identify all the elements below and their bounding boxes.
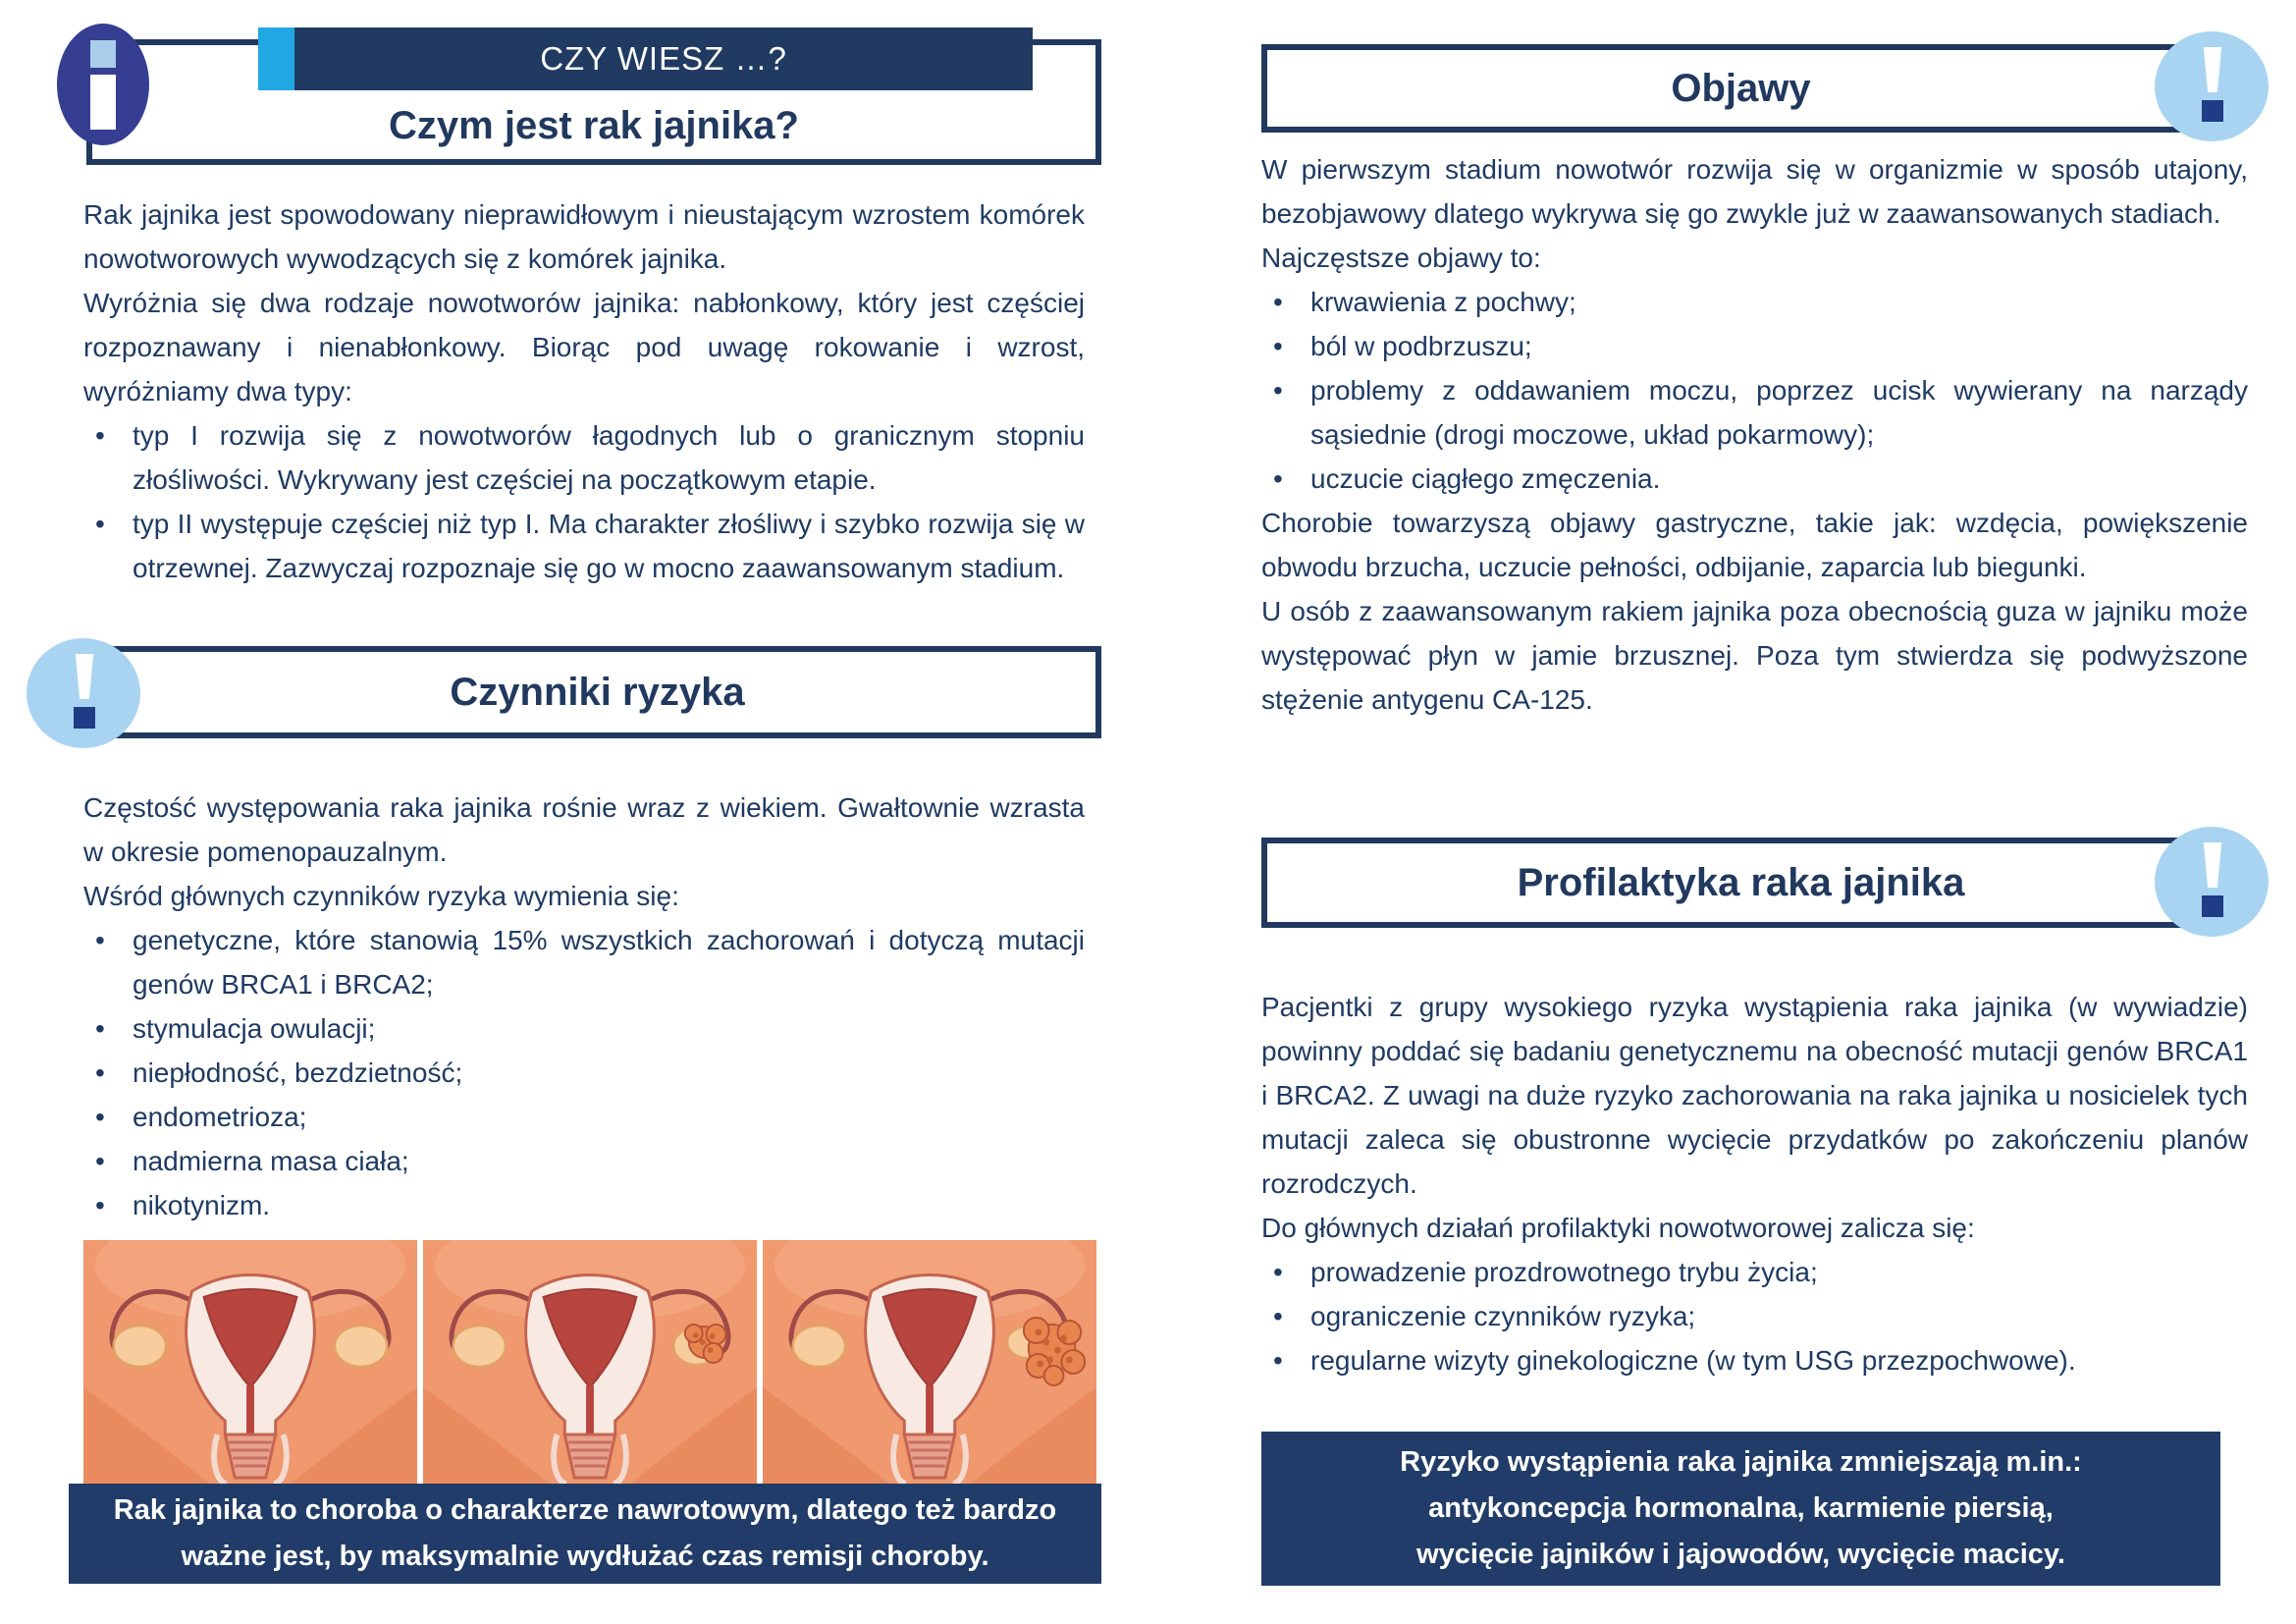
list-item [1261,1294,2248,1338]
caption-line: Rak jajnika to choroba o charakterze nawrotowym, dlatego też bardzo [113,1494,1057,1526]
exclamation-icon [2155,827,2269,937]
risk-title-box [93,646,1101,738]
left-caption-box [69,1484,1101,1584]
intro-bullet-list [83,413,1085,590]
uterus-panel-early-tumor [423,1240,757,1484]
bullet-marker: • [95,1190,105,1220]
bullet-text: stymulacja owulacji; [133,1013,376,1044]
banner-bar [258,27,1033,90]
paragraph: Rak jajnika jest spowodowany nieprawidłowym i nieustającym wzrostem komórek nowotworowych wywodzących się z komórek jajnika. [83,199,1085,274]
prevention-title-box [1261,838,2220,928]
symptoms-bullet-list [1261,280,2248,501]
info-icon-stem [90,75,116,130]
bullet-marker: • [1273,1301,1283,1331]
exclamation-icon [2155,31,2269,141]
exclamation-icon-bar [2202,47,2223,92]
uterus-panel-advanced-tumor [763,1240,1096,1484]
info-icon [57,24,149,145]
caption-line: ważne jest, by maksymalnie wydłużać czas remisji choroby. [181,1541,989,1572]
risk-bullet-list [83,918,1085,1227]
risk-paragraphs [83,785,1085,918]
bullet-text: krwawienia z pochwy; [1310,287,1576,317]
intro-title: Czym jest rak jajnika? [389,104,799,147]
paragraph: Wyróżnia się dwa rodzaje nowotworów jajnika: nabłonkowy, który jest częściej rozpoznawany i nienabłonkowy. Biorąc pod uwagę rokowanie i wzrost, wyróżniamy dwa typy: [83,288,1085,406]
prevention-paragraphs [1261,985,2248,1250]
uterus-drawing [83,1240,417,1484]
paragraph: U osób z zaawansowanym rakiem jajnika poza obecnością guza w jajniku może występować płyn w jamie brzusznej. Poza tym stwierdza się podwyższone stężenie antygenu CA-125. [1261,596,2248,715]
bullet-marker: • [1273,375,1283,406]
bullet-marker: • [95,925,105,955]
bullet-marker: • [95,420,105,451]
bullet-text: uczucie ciągłego zmęczenia. [1310,463,1661,494]
list-item [83,918,1085,1006]
bullet-text: regularne wizyty ginekologiczne (w tym USG przezpochwowe). [1310,1345,2076,1376]
info-icon-dot [90,40,116,68]
list-item [1261,368,2248,457]
bullet-marker: • [1273,331,1283,361]
bullet-text: problemy z oddawaniem moczu, poprzez ucisk wywierany na narządy sąsiednie (drogi moczowe, układ pokarmowy); [1310,375,2248,450]
bullet-text: typ I rozwija się z nowotworów łagodnych lub o granicznym stopniu złośliwości. Wykrywany jest częściej na początkowym etapie. [133,420,1085,495]
bullet-marker: • [95,1146,105,1176]
prevention-bullet-list [1261,1250,2248,1382]
bullet-text: typ II występuje częściej niż typ I. Ma charakter złośliwy i szybko rozwija się w otrzewnej. Zazwyczaj rozpoznaje się go w mocno zaawansowanym stadium. [133,509,1085,583]
list-item [83,1006,1085,1051]
list-item [83,1183,1085,1227]
list-item [83,1139,1085,1183]
bullet-marker: • [95,1013,105,1044]
list-item [1261,324,2248,368]
right-highlight-box [1261,1432,2220,1586]
list-item [1261,1250,2248,1294]
prevention-body [1261,985,2248,1382]
bullet-marker: • [95,509,105,539]
bullet-marker: • [95,1057,105,1088]
bullet-text: ból w podbrzuszu; [1310,331,1532,361]
intro-paragraphs [83,192,1085,413]
highlight-line: wycięcie jajników i jajowodów, wycięcie macicy. [1416,1539,2065,1570]
uterus-illustration-strip [83,1240,1096,1484]
exclamation-icon-square [74,707,95,729]
paragraph: Chorobie towarzyszą objawy gastryczne, takie jak: wzdęcia, powiększenie obwodu brzucha, uczucie pełności, odbijanie, zaparcia lub biegunki. [1261,508,2248,582]
highlight-line: Ryzyko wystąpienia raka jajnika zmniejszają m.in.: [1400,1446,2082,1478]
bullet-marker: • [1273,463,1283,494]
bullet-text: prowadzenie prozdrowotnego trybu życia; [1310,1257,1818,1287]
uterus-drawing [763,1240,1096,1484]
exclamation-icon-bar [74,654,95,699]
paragraph: Najczęstsze objawy to: [1261,243,1541,273]
risk-body [83,785,1085,1227]
list-item [83,1051,1085,1095]
bullet-text: ograniczenie czynników ryzyka; [1310,1301,1696,1331]
list-item [83,1095,1085,1139]
bullet-marker: • [95,1102,105,1132]
paragraph: Pacjentki z grupy wysokiego ryzyka wystąpienia raka jajnika (w wywiadzie) powinny poddać się badaniu genetycznemu na obecność mutacji genów BRCA1 i BRCA2. Z uwagi na duże ryzyko zachorowania na raka jajnika u nosicielek tych mutacji zaleca się obustronne wycięcie przydatków po zakończeniu planów rozrodczych. [1261,992,2248,1199]
list-item [1261,457,2248,501]
exclamation-icon-square [2202,100,2223,122]
bullet-marker: • [1273,1257,1283,1287]
paragraph: Do głównych działań profilaktyki nowotworowej zalicza się: [1261,1213,1975,1243]
right-highlight-lines [1400,1439,2082,1578]
uterus-panel-healthy [83,1240,417,1484]
symptoms-paragraphs-after [1261,501,2248,722]
highlight-line: antykoncepcja hormonalna, karmienie piersią, [1428,1492,2054,1524]
list-item [83,502,1085,590]
exclamation-icon-square [2202,895,2223,917]
bullet-marker: • [1273,287,1283,317]
bullet-text: nikotynizm. [133,1190,271,1220]
risk-title: Czynniki ryzyka [450,670,745,714]
bullet-text: genetyczne, które stanowią 15% wszystkich zachorowań i dotyczą mutacji genów BRCA1 i BRCA2; [133,925,1085,1000]
bullet-text: nadmierna masa ciała; [133,1146,409,1176]
bullet-text: endometrioza; [133,1102,307,1132]
left-caption-lines [114,1488,1056,1580]
exclamation-icon-bar [2202,842,2223,888]
list-item [1261,280,2248,324]
symptoms-title-box [1261,44,2220,133]
intro-body [83,192,1085,590]
symptoms-title: Objawy [1671,66,1811,110]
list-item [1261,1338,2248,1382]
uterus-drawing [423,1240,757,1484]
paragraph: Częstość występowania raka jajnika rośnie wraz z wiekiem. Gwałtownie wzrasta w okresie pomenopauzalnym. [83,792,1085,867]
paragraph: Wśród głównych czynników ryzyka wymienia się: [83,881,679,911]
symptoms-paragraphs [1261,147,2248,280]
paragraph: W pierwszym stadium nowotwór rozwija się w organizmie w sposób utajony, bezobjawowy dlatego wykrywa się go zwykle już w zaawansowanych stadiach. [1261,154,2248,229]
exclamation-icon [27,638,140,748]
prevention-title: Profilaktyka raka jajnika [1517,860,1965,904]
banner-accent-square [258,27,294,90]
bullet-text: niepłodność, bezdzietność; [133,1057,463,1088]
list-item [83,413,1085,502]
bullet-marker: • [1273,1345,1283,1376]
banner-label: CZY WIESZ …? [540,40,787,77]
symptoms-body [1261,147,2248,722]
